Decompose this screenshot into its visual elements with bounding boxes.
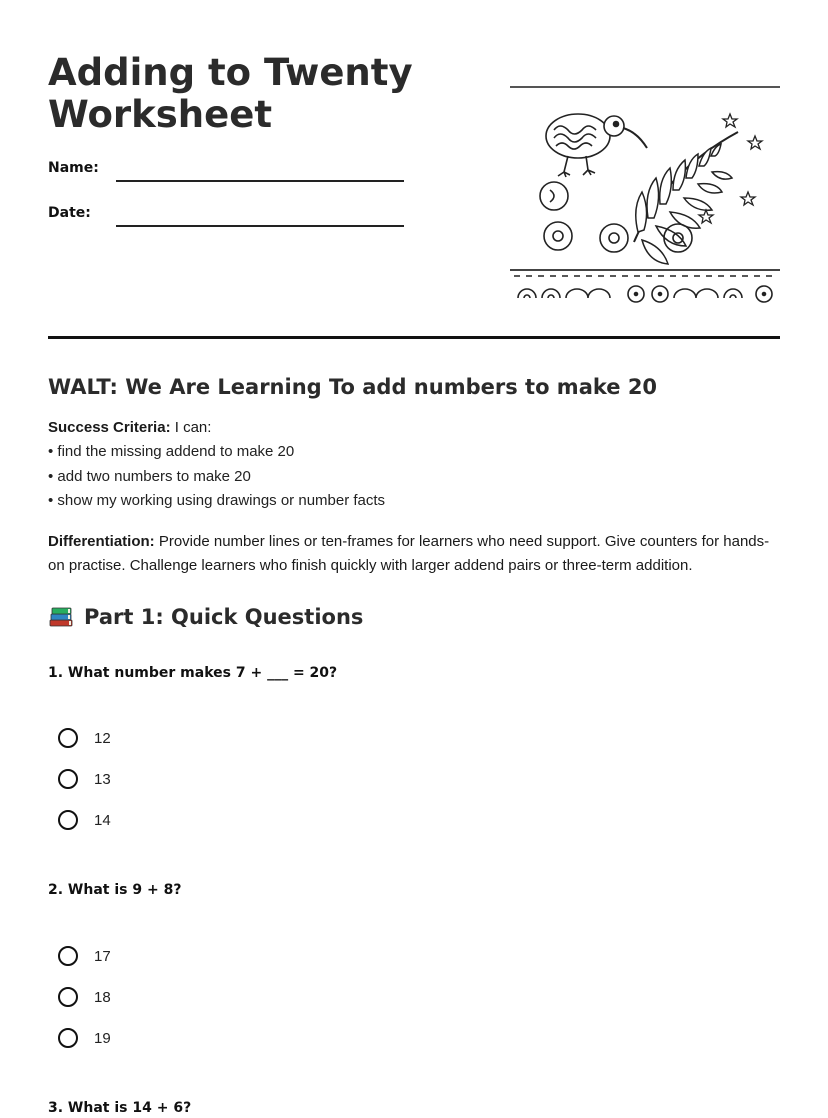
option-label: 17 [94,947,111,965]
part1-title: Part 1: Quick Questions [84,604,364,629]
q2-option-1[interactable] [58,944,111,968]
differentiation-text: Provide number lines or ten-frames for learners who need support. Give counters for hands-on practise. Challenge learners who finish quickly with larger addend pairs or three-term addition. [48,532,770,574]
date-field-line[interactable] [116,225,404,227]
q1-option-3[interactable] [58,808,111,832]
list-item: • show my working using drawings or number facts [48,492,386,509]
q1-option-1[interactable] [58,726,111,750]
section-divider [48,336,780,339]
success-criteria-list [48,440,780,514]
radio-button[interactable] [58,1028,78,1048]
option-label: 14 [94,811,111,829]
fern-icon [634,132,738,264]
name-field-line[interactable] [116,180,404,182]
illustration-top-line [510,86,780,88]
differentiation-label: Differentiation: [48,532,155,550]
walt-section [48,372,780,632]
list-item: • add two numbers to make 20 [48,467,251,485]
radio-button[interactable] [58,810,78,830]
illustration-svg [510,92,780,308]
kiwi-fern-illustration [510,86,780,308]
option-label: 18 [94,988,111,1006]
worksheet-header [48,52,780,342]
success-criteria-label: Success Criteria: [48,419,171,436]
option-label: 19 [94,1029,111,1047]
koru-border-icon [510,270,780,302]
radio-button[interactable] [58,728,78,748]
question-1: 1. What number makes 7 + ___ = 20? [48,665,338,681]
option-label: 12 [94,729,111,747]
kiwi-icon [546,114,647,177]
success-criteria-intro-text: I can: [170,419,212,436]
page-title: Adding to Twenty Worksheet [48,51,413,136]
differentiation-paragraph [48,530,780,578]
success-criteria-intro [48,416,780,440]
question-2: 2. What is 9 + 8? [48,882,182,898]
option-label: 13 [94,770,111,788]
q2-option-3[interactable] [58,1026,111,1050]
question-3: 3. What is 14 + 6? [48,1100,192,1116]
part1-heading [48,602,780,632]
radio-button[interactable] [58,987,78,1007]
walt-heading: WALT: We Are Learning To add numbers to make 20 [48,375,658,399]
list-item: • find the missing addend to make 20 [48,443,295,460]
books-icon [48,605,74,629]
q1-option-2[interactable] [58,767,111,791]
radio-button[interactable] [58,769,78,789]
q2-option-2[interactable] [58,985,111,1009]
radio-button[interactable] [58,946,78,966]
date-label: Date: [48,205,91,221]
name-label: Name: [48,160,99,176]
